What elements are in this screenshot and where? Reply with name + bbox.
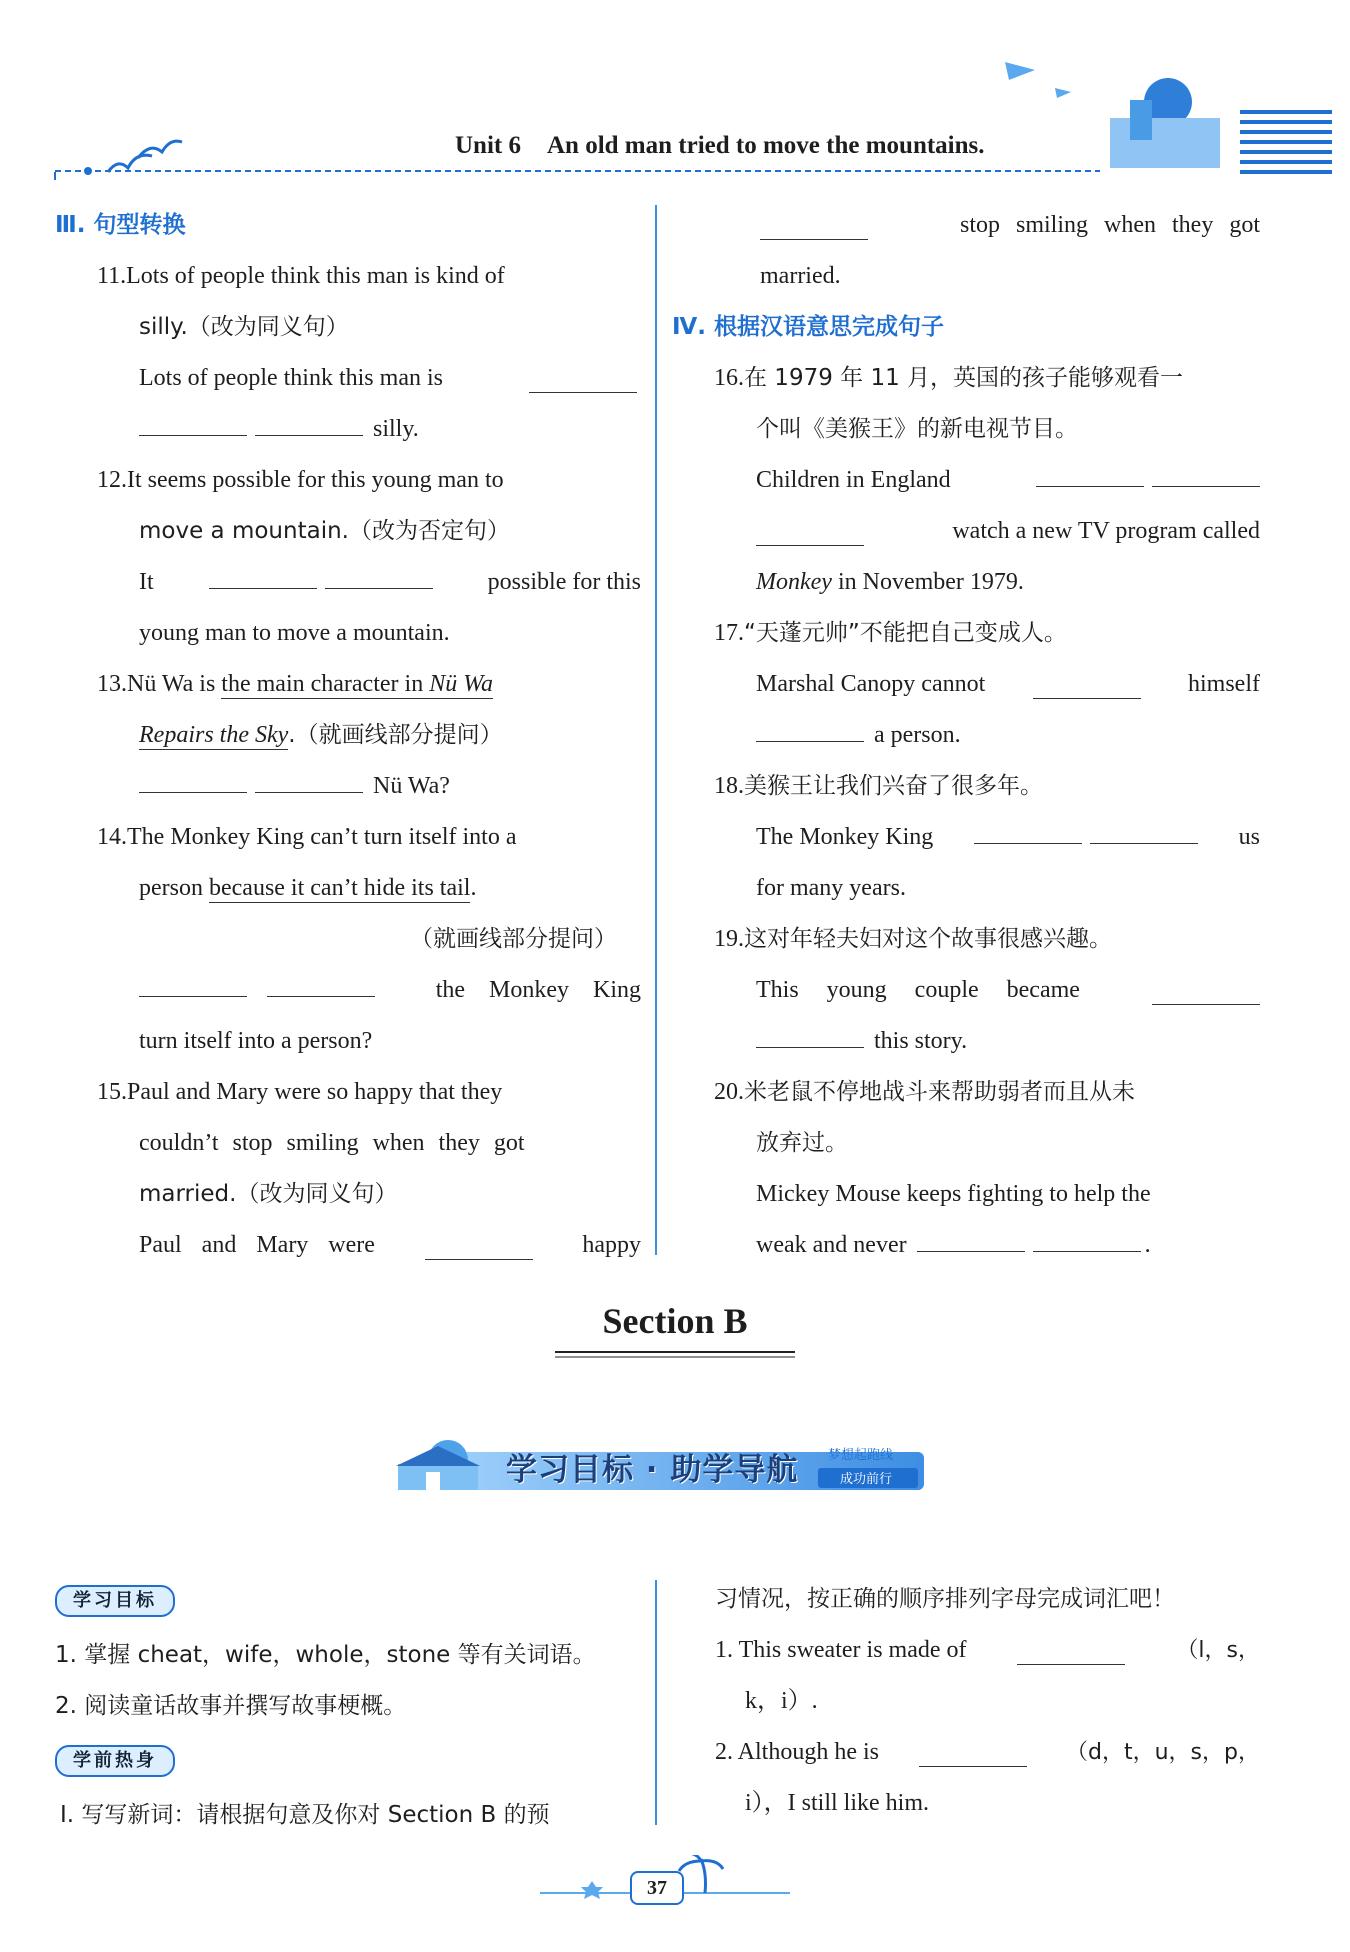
q16-line1: 16.在 1979 年 11 月，英国的孩子能够观看一 bbox=[714, 365, 1184, 391]
q14-line2: person because it can’t hide its tail. bbox=[139, 875, 477, 901]
q15-line2: couldn’t stop smiling when they got bbox=[139, 1130, 525, 1156]
warm-up-intro-2: 习情况，按正确的顺序排列字母完成词汇吧！ bbox=[715, 1586, 1175, 1612]
answer-blank[interactable] bbox=[760, 211, 868, 240]
q12-line4: young man to move a mountain. bbox=[139, 620, 450, 646]
q17-line1: 17.“天蓬元帅”不能把自己变成人。 bbox=[714, 620, 1067, 646]
section-heading-3: Ⅲ. 句型转换 bbox=[55, 212, 186, 238]
underlined-phrase: because it can’t hide its tail bbox=[208, 875, 471, 901]
header-rule bbox=[55, 167, 1238, 180]
q13-line1: 13.Nü Wa is the main character in Nü Wa bbox=[97, 671, 493, 697]
banner-subtitle-2: 成功前行 bbox=[840, 1472, 893, 1487]
q15-line3: married.（改为同义句） bbox=[139, 1181, 398, 1207]
q14-line5: turn itself into a person? bbox=[139, 1028, 373, 1054]
answer-blank[interactable] bbox=[255, 407, 363, 436]
q15-line4 bbox=[139, 1220, 641, 1271]
answer-blank[interactable] bbox=[1152, 976, 1260, 1005]
column-divider-lower bbox=[655, 1580, 657, 1825]
q15-text4b: happy bbox=[582, 1232, 641, 1258]
learning-guide-banner bbox=[388, 1438, 924, 1494]
q14-line3: （就画线部分提问） bbox=[410, 926, 617, 952]
q13-text3: Nü Wa? bbox=[373, 773, 450, 799]
answer-blank[interactable] bbox=[756, 1019, 864, 1048]
q18-line2 bbox=[756, 812, 1260, 863]
q18-text1b: us bbox=[1238, 824, 1260, 850]
underlined-title: Nü Wa bbox=[429, 671, 493, 697]
answer-blank[interactable] bbox=[1033, 1223, 1141, 1252]
q14-line4 bbox=[139, 965, 641, 1016]
q15-line1: 15.Paul and Mary were so happy that they bbox=[97, 1079, 503, 1105]
q16-text1: Children in England bbox=[756, 467, 951, 493]
answer-blank[interactable] bbox=[425, 1231, 533, 1260]
q17-line2 bbox=[756, 659, 1260, 710]
globe-icon bbox=[1110, 78, 1220, 168]
answer-blank[interactable] bbox=[139, 764, 247, 793]
answer-blank[interactable] bbox=[1152, 458, 1260, 487]
q12-line3 bbox=[139, 557, 641, 608]
q12-line2: move a mountain.（改为否定句） bbox=[139, 518, 510, 544]
answer-blank[interactable] bbox=[1017, 1636, 1125, 1665]
answer-blank[interactable] bbox=[1033, 670, 1141, 699]
star-icon bbox=[581, 1881, 603, 1899]
q19-text1: This young couple became bbox=[756, 977, 1080, 1003]
unit-label: Unit 6 bbox=[455, 132, 521, 159]
q18-text1a: The Monkey King bbox=[756, 824, 934, 850]
wq2-text: 2. Although he is bbox=[715, 1739, 880, 1765]
learning-goals-pill: 学习目标 bbox=[55, 1585, 175, 1617]
warm-up-q1-line1: 1. This sweater is made of （l，s， bbox=[715, 1625, 1260, 1676]
answer-blank[interactable] bbox=[255, 764, 363, 793]
q11-line1 bbox=[97, 251, 641, 302]
q17-text1b: himself bbox=[1188, 671, 1260, 697]
q13-line3 bbox=[139, 761, 450, 812]
q17-line3: a person. bbox=[756, 710, 961, 761]
answer-blank[interactable] bbox=[325, 560, 433, 589]
program-title: Monkey bbox=[756, 569, 832, 595]
q20-line3: Mickey Mouse keeps fighting to help the bbox=[756, 1181, 1151, 1207]
warm-up-pill: 学前热身 bbox=[55, 1745, 175, 1777]
q16-line3 bbox=[756, 455, 1260, 506]
goal-1: 1. 掌握 cheat，wife，whole，stone 等有关词语。 bbox=[55, 1642, 596, 1668]
q18-line1: 18.美猴王让我们兴奋了很多年。 bbox=[714, 773, 1043, 799]
warm-up-q2-line2: i），I still like him. bbox=[745, 1790, 929, 1816]
answer-blank[interactable] bbox=[919, 1738, 1027, 1767]
q11-line3 bbox=[139, 353, 641, 404]
q20-line2: 放弃过。 bbox=[756, 1130, 848, 1156]
answer-blank[interactable] bbox=[1090, 815, 1198, 844]
answer-blank[interactable] bbox=[267, 968, 375, 997]
q15-line5 bbox=[760, 200, 1260, 251]
answer-blank[interactable] bbox=[139, 407, 247, 436]
q15-text4a: Paul and Mary were bbox=[139, 1232, 375, 1258]
warm-up-q1-line2: k，i）. bbox=[745, 1688, 818, 1714]
bird-icon bbox=[108, 141, 182, 172]
warm-up-q2-line1: 2. Although he is （d，t，u，s，p， bbox=[715, 1727, 1260, 1778]
answer-blank[interactable] bbox=[1036, 458, 1144, 487]
warm-up-intro-1: Ⅰ. 写写新词：请根据句意及你对 Section B 的预 bbox=[60, 1802, 550, 1828]
q19-line2 bbox=[756, 965, 1260, 1016]
underlined-phrase: the main character in bbox=[221, 671, 424, 697]
page-header-title bbox=[455, 132, 985, 160]
q11-text3: Lots of people think this man is bbox=[139, 365, 443, 391]
section-heading-4: Ⅳ. 根据汉语意思完成句子 bbox=[672, 314, 945, 340]
q14-line1: 14.The Monkey King can’t turn itself into a bbox=[97, 824, 517, 850]
answer-blank[interactable] bbox=[139, 968, 247, 997]
q19-line1: 19.这对年轻夫妇对这个故事很感兴趣。 bbox=[714, 926, 1112, 952]
house-icon bbox=[396, 1440, 480, 1490]
page-number: 37 bbox=[630, 1871, 684, 1905]
section-b-underline bbox=[555, 1350, 795, 1360]
q11-line4 bbox=[139, 404, 419, 455]
answer-blank[interactable] bbox=[529, 364, 637, 393]
q16-line2: 个叫《美猴王》的新电视节目。 bbox=[756, 416, 1078, 442]
q11-line2: silly.（改为同义句） bbox=[139, 314, 349, 340]
q20-line4: weak and never . bbox=[756, 1220, 1151, 1271]
answer-blank[interactable] bbox=[974, 815, 1082, 844]
q17-text1a: Marshal Canopy cannot bbox=[756, 671, 986, 697]
answer-blank[interactable] bbox=[756, 517, 864, 546]
q11-text1: 11.Lots of people think this man is kind of bbox=[97, 263, 505, 289]
unit-title: An old man tried to move the mountains. bbox=[546, 132, 985, 159]
q20-line1: 20.米老鼠不停地战斗来帮助弱者而且从未 bbox=[714, 1079, 1135, 1105]
palm-tree-icon bbox=[679, 1855, 723, 1893]
answer-blank[interactable] bbox=[756, 713, 864, 742]
q15-line6: married. bbox=[760, 263, 841, 289]
q14-text4: the Monkey King bbox=[435, 977, 641, 1003]
answer-blank[interactable] bbox=[917, 1223, 1025, 1252]
section-b-title: Section B bbox=[602, 1301, 748, 1341]
q15-text5: stop smiling when they got bbox=[960, 212, 1260, 238]
q12-line1: 12.It seems possible for this young man to bbox=[97, 467, 504, 493]
q18-line3: for many years. bbox=[756, 875, 906, 901]
q12-text3b: possible for this bbox=[487, 569, 641, 595]
q11-text4: silly. bbox=[373, 416, 419, 442]
wq1-text: 1. This sweater is made of bbox=[715, 1637, 967, 1663]
paper-plane-icon bbox=[1005, 62, 1071, 98]
goal-2: 2. 阅读童话故事并撰写故事梗概。 bbox=[55, 1693, 407, 1719]
banner-subtitle-1: 梦想起跑线 bbox=[828, 1448, 894, 1463]
banner-title: 学习目标 · 助学导航 bbox=[506, 1452, 799, 1488]
q16-text2: watch a new TV program called bbox=[952, 518, 1260, 544]
q19-line3: this story. bbox=[756, 1016, 967, 1067]
underlined-title: Repairs the Sky bbox=[139, 722, 289, 748]
q12-text3a: It bbox=[139, 569, 154, 595]
answer-blank[interactable] bbox=[209, 560, 317, 589]
q13-line2: Repairs the Sky.（就画线部分提问） bbox=[139, 722, 503, 748]
column-divider bbox=[655, 205, 657, 1255]
q16-line4 bbox=[756, 506, 1260, 557]
q16-line5: Monkey in November 1979. bbox=[756, 569, 1024, 595]
header-stripes bbox=[1240, 110, 1332, 174]
